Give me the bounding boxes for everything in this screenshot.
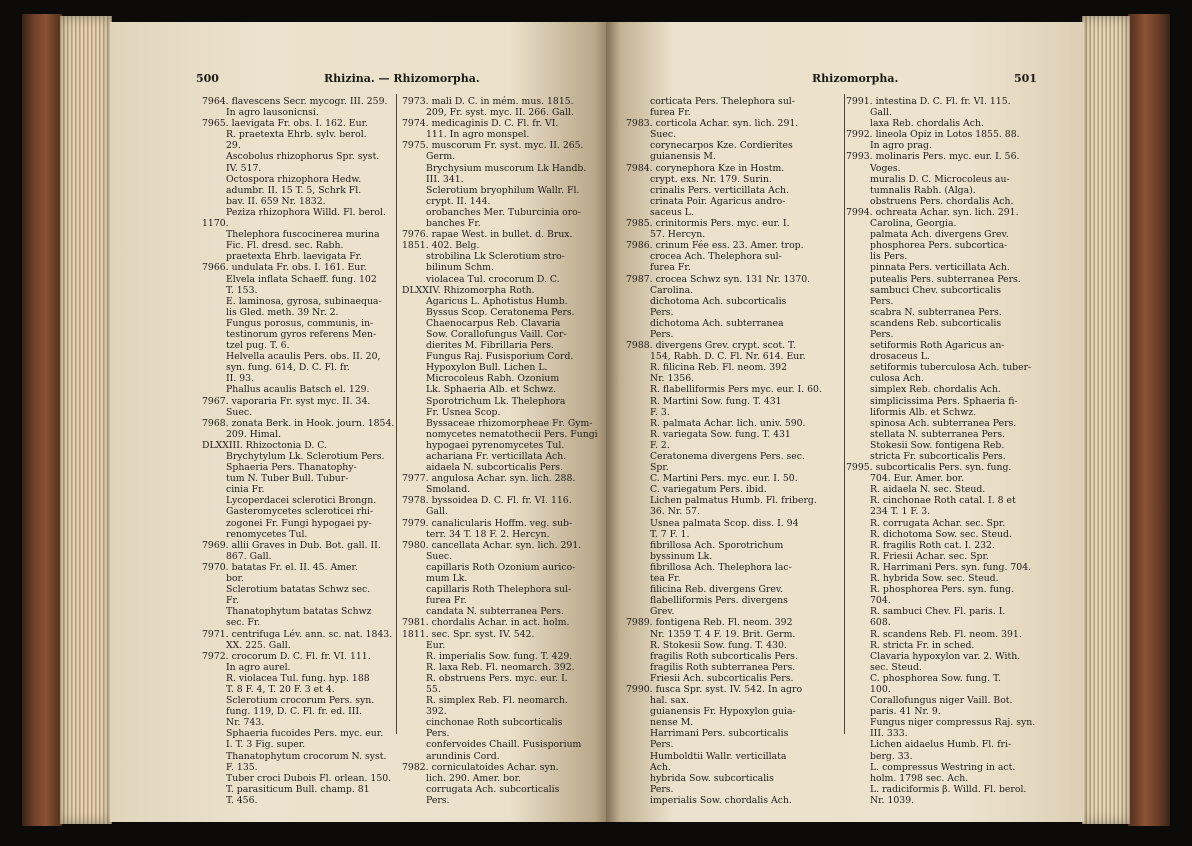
text-line: 7966. undulata Fr. obs. I. 161. Eur. xyxy=(202,262,367,274)
text-line: 7992. lineola Opiz in Lotos 1855. 88. xyxy=(846,129,1020,141)
text-line: filicina Reb. divergens Grev. xyxy=(650,584,783,596)
right-column-1 xyxy=(626,96,842,806)
text-line: In agro prag. xyxy=(870,140,932,152)
text-line: Ascobolus rhizophorus Spr. syst. xyxy=(226,151,380,163)
text-line: F. 135. xyxy=(226,761,258,773)
text-line: Pers. xyxy=(650,783,674,795)
book-cover-right xyxy=(1128,14,1170,826)
text-line: R. filicina Reb. Fl. neom. 392 xyxy=(650,362,787,374)
text-line: syn. fung. 614, D. C. Fl. fr. xyxy=(226,362,350,374)
text-line: 154, Rabh. D. C. Fl. Nr. 614. Eur. xyxy=(650,351,806,363)
text-line: fibrillosa Ach. Thelephora lac- xyxy=(650,561,792,573)
text-line: 7983. corticola Achar. syn. lich. 291. xyxy=(626,118,799,130)
text-line: DLXXIII. Rhizoctonia D. C. xyxy=(202,439,328,451)
text-line: lis Gled. meth. 39 Nr. 2. xyxy=(226,306,339,318)
text-line: crinata Poir. Agaricus andro- xyxy=(650,195,786,207)
text-line: Thanatophytum batatas Schwz xyxy=(226,606,372,618)
text-line: simplicissima Pers. Sphaeria fi- xyxy=(870,395,1018,407)
text-line: 7990. fusca Spr. syst. IV. 542. In agro xyxy=(626,683,803,695)
column-rule xyxy=(844,94,845,734)
text-line: bav. II. 659 Nr. 1832. xyxy=(226,195,326,207)
text-line: Brychytylum Lk. Sclerotium Pers. xyxy=(226,451,385,462)
text-line: R. simplex Reb. Fl. neomarch. xyxy=(426,695,568,707)
text-line: 234 T. 1 F. 3. xyxy=(870,506,931,518)
text-line: Agaricus L. Aphotistus Humb. xyxy=(426,295,568,307)
text-line: pinnata Pers. verticillata Ach. xyxy=(870,262,1010,274)
text-line: Carolina, Georgia. xyxy=(870,218,957,230)
text-line: F. 3. xyxy=(650,406,670,418)
text-line: Thanatophytum crocorum N. syst. xyxy=(226,750,387,762)
text-line: Elvela inflata Schaeff. fung. 102 xyxy=(226,273,377,285)
text-line: 209. Himal. xyxy=(226,428,282,440)
text-line: Sclerotium crocorum Pers. syn. xyxy=(226,695,375,707)
text-line: C. variegatum Pers. ibid. xyxy=(650,484,767,496)
text-line: Chaenocarpus Reb. Clavaria xyxy=(426,317,561,329)
text-line: 55. xyxy=(426,683,441,695)
text-line: E. laminosa, gyrosa, subinaequa- xyxy=(226,295,382,307)
text-line: R. scandens Reb. Fl. neom. 391. xyxy=(870,628,1022,640)
text-line: L. radiciformis β. Willd. Fl. berol. xyxy=(870,783,1027,795)
text-line: R. palmata Achar. lich. univ. 590. xyxy=(650,417,806,429)
text-line: cinchonae Roth subcorticalis xyxy=(426,717,563,729)
text-line: Fr. xyxy=(226,595,239,607)
text-line: Fungus niger compressus Raj. syn. xyxy=(870,717,1036,729)
text-line: Lichen aidaelus Humb. Fl. fri- xyxy=(870,739,1012,751)
text-line: confervoides Chaill. Fusisporium xyxy=(426,739,582,751)
text-line: Peziza rhizophora Willd. Fl. berol. xyxy=(226,206,386,218)
text-line: capillaris Roth Ozonium aurico- xyxy=(426,561,576,573)
text-line: Tuber croci Dubois Fl. orlean. 150. xyxy=(226,772,392,784)
text-line: T. 8 F. 4, T. 20 F. 3 et 4. xyxy=(226,683,335,695)
text-line: 7964. flavescens Secr. mycogr. III. 259. xyxy=(202,96,388,107)
right-page xyxy=(606,22,1084,822)
text-line: Eur. xyxy=(426,639,446,651)
text-line: strobilina Lk Sclerotium stro- xyxy=(426,251,565,263)
text-line: XX. 225. Gall. xyxy=(226,639,291,651)
text-line: nomycetes nematothecii Pers. Fungi xyxy=(426,428,598,440)
text-line: R. Friesii Achar. sec. Spr. xyxy=(870,550,989,562)
text-line: 209, Fr. syst. myc. II. 266. Gall. xyxy=(426,107,574,119)
text-line: paris. 41 Nr. 9. xyxy=(870,706,941,718)
text-line: fragilis Roth subcorticalis Pers. xyxy=(650,650,798,662)
text-line: violacea Tul. crocorum D. C. xyxy=(426,273,560,285)
text-line: setiformis tuberculosa Ach. tuber- xyxy=(870,362,1032,374)
text-line: R. aidaela N. sec. Steud. xyxy=(870,484,986,496)
text-line: 7969. allii Graves in Dub. Bot. gall. II. xyxy=(202,539,381,551)
text-line: holm. 1798 sec. Ach. xyxy=(870,772,969,784)
text-line: liformis Alb. et Schwz. xyxy=(870,406,977,418)
text-line: sec. Fr. xyxy=(226,617,261,629)
text-line: Nr. 1359 T. 4 F. 19. Brit. Germ. xyxy=(650,628,796,640)
text-line: Voges. xyxy=(870,162,901,174)
text-line: L. compressus Westring in act. xyxy=(870,761,1016,773)
text-line: Suec. xyxy=(650,129,677,141)
text-line: hybrida Sow. subcorticalis xyxy=(650,772,774,784)
text-line: II. 93. xyxy=(226,373,255,385)
text-line: flabelliformis Pers. divergens xyxy=(650,595,788,607)
text-line: R. sambuci Chev. Fl. paris. I. xyxy=(870,606,1006,618)
left-column-1 xyxy=(202,96,395,806)
text-line: C. Martini Pers. myc. eur. I. 50. xyxy=(650,473,798,485)
text-line: 7984. corynephora Kze in Hostm. xyxy=(626,162,785,174)
text-line: phosphorea Pers. subcortica- xyxy=(870,240,1008,252)
text-line: 1170. xyxy=(202,218,229,230)
text-line: achariana Fr. verticillata Ach. xyxy=(426,451,567,462)
text-line: 704. Eur. Amer. bor. xyxy=(870,473,965,485)
text-line: R. variegata Sow. fung. T. 431 xyxy=(650,428,791,440)
text-line: Fic. Fl. dresd. sec. Rabh. xyxy=(226,240,344,252)
text-line: crinalis Pers. verticillata Ach. xyxy=(650,184,789,196)
text-line: R. violacea Tul. fung. hyp. 188 xyxy=(226,672,370,684)
text-line: hal. sax. xyxy=(650,695,689,707)
text-line: putealis Pers. subterranea Pers. xyxy=(870,273,1021,285)
text-line: Microcoleus Rabh. Ozonium xyxy=(426,373,560,385)
text-line: 7972. crocorum D. C. Fl. fr. VI. 111. xyxy=(202,650,371,662)
text-line: crocea Ach. Thelephora sul- xyxy=(650,251,782,263)
text-line: corrugata Ach. subcorticalis xyxy=(426,783,560,795)
text-line: 1851. 402. Belg. xyxy=(402,240,480,252)
text-line: Byssus Scop. Ceratonema Pers. xyxy=(426,306,575,318)
text-line: stellata N. subterranea Pers. xyxy=(870,428,1006,440)
text-line: aidaela N. subcorticalis Pers. xyxy=(426,462,564,474)
text-line: R. corrugata Achar. sec. Spr. xyxy=(870,517,1006,529)
text-line: Pers. xyxy=(870,295,894,307)
text-line: drosaceus L. xyxy=(870,351,930,363)
text-line: Sphaeria fucoides Pers. myc. eur. xyxy=(226,728,384,740)
text-line: Gall. xyxy=(426,506,448,518)
text-line: Pers. xyxy=(650,739,674,751)
text-line: lich. 290. Amer. bor. xyxy=(426,772,521,784)
text-line: bilinum Schm. xyxy=(426,262,494,274)
text-line: muralis D. C. Microcoleus au- xyxy=(870,173,1010,185)
text-line: 7977. angulosa Achar. syn. lich. 288. xyxy=(402,473,576,485)
text-line: R. Harrimani Pers. syn. fung. 704. xyxy=(870,561,1032,573)
text-line: Pers. xyxy=(650,328,674,340)
text-line: lis Pers. xyxy=(870,251,908,263)
text-line: mum Lk. xyxy=(426,573,468,585)
text-line: Grev. xyxy=(650,606,675,618)
right-page-number: 501 xyxy=(1014,72,1037,85)
text-line: 7995. subcorticalis Pers. syn. fung. xyxy=(846,462,1012,474)
text-line: R. Stokesii Sow. fung. T. 430. xyxy=(650,639,787,651)
text-line: Stokesii Sow. fontigena Reb. xyxy=(870,439,1005,451)
text-line: Thelephora fuscocinerea murina xyxy=(226,229,380,241)
text-line: In agro aurel. xyxy=(226,661,291,673)
page-edges-right xyxy=(1082,16,1130,824)
text-line: Pers. xyxy=(650,306,674,318)
text-line: R. Martini Sow. fung. T. 431 xyxy=(650,395,782,407)
left-page xyxy=(110,22,610,822)
text-line: 7970. batatas Fr. el. II. 45. Amer. xyxy=(202,561,358,573)
text-line: imperialis Sow. chordalis Ach. xyxy=(650,794,792,806)
text-line: 7974. medicaginis D. C. Fl. fr. VI. xyxy=(402,118,559,130)
text-line: 7965. laevigata Fr. obs. I. 162. Eur. xyxy=(202,118,368,130)
text-line: zogonei Fr. Fungi hypogaei py- xyxy=(226,517,372,529)
left-column-2 xyxy=(402,96,598,806)
text-line: In agro lausonicnsi. xyxy=(226,107,319,119)
text-line: dichotoma Ach. subterranea xyxy=(650,317,784,329)
text-line: praetexta Ehrb. laevigata Fr. xyxy=(226,251,363,263)
text-line: DLXXIV. Rhizomorpha Roth. xyxy=(402,284,535,296)
text-line: dierites M. Fibrillaria Pers. xyxy=(426,340,554,352)
text-line: Sow. Corallofungus Vaill. Cor- xyxy=(426,328,567,340)
text-line: Smoland. xyxy=(426,484,471,496)
text-line: 704. xyxy=(870,595,891,607)
text-line: 111. In agro monspel. xyxy=(426,129,530,141)
text-line: I. T. 3 Fig. super. xyxy=(226,739,306,751)
text-line: 100. xyxy=(870,683,891,695)
text-line: R. stricta Fr. in sched. xyxy=(870,639,975,651)
right-column-2 xyxy=(846,96,1066,806)
text-line: furea Fr. xyxy=(650,262,691,274)
text-line: Hypoxylon Bull. Lichen L. xyxy=(426,362,548,374)
text-line: Sphaeria Pers. Thanatophy- xyxy=(226,462,357,474)
text-line: orobanches Mer. Tuburcinia oro- xyxy=(426,206,581,218)
text-line: testinorum gyros referens Men- xyxy=(226,328,377,340)
text-line: Ceratonema divergens Pers. sec. xyxy=(650,451,805,462)
text-line: T. 153. xyxy=(226,284,258,296)
text-line: Friesii Ach. subcorticalis Pers. xyxy=(650,672,794,684)
text-line: tum N. Tuber Bull. Tubur- xyxy=(226,473,349,485)
text-line: culosa Ach. xyxy=(870,373,924,385)
text-line: spinosa Ach. subterranea Pers. xyxy=(870,417,1017,429)
right-running-header: Rhizomorpha. xyxy=(812,72,899,85)
text-line: Sclerotium bryophilum Wallr. Fl. xyxy=(426,184,580,196)
text-line: Brychysium muscorum Lk Handb. xyxy=(426,162,587,174)
text-line: 7979. canalicularis Hoffm. veg. sub- xyxy=(402,517,573,529)
text-line: setiformis Roth Agaricus an- xyxy=(870,340,1005,352)
text-line: 7973. mali D. C. in mém. mus. 1815. xyxy=(402,96,574,107)
text-line: Humboldtii Wallr. verticillata xyxy=(650,750,787,762)
text-line: tea Fr. xyxy=(650,573,681,585)
text-line: arundinis Cord. xyxy=(426,750,500,762)
text-line: Phallus acaulis Batsch el. 129. xyxy=(226,384,370,396)
text-line: Gasteromycetes scleroticei rhi- xyxy=(226,506,374,518)
book-cover-left xyxy=(22,14,62,826)
text-line: tzel pug. T. 6. xyxy=(226,340,290,352)
text-line: Spr. xyxy=(650,462,669,474)
text-line: F. 2. xyxy=(650,439,670,451)
text-line: candata N. subterranea Pers. xyxy=(426,606,564,618)
text-line: Lk. Sphaeria Alb. et Schwz. xyxy=(426,384,557,396)
text-line: scandens Reb. subcorticalis xyxy=(870,317,1002,329)
text-line: Lichen palmatus Humb. Fl. friberg. xyxy=(650,495,817,507)
text-line: hypogaei pyrenomycetes Tul. xyxy=(426,439,565,451)
text-line: Ach. xyxy=(650,761,671,773)
text-line: T. 456. xyxy=(226,794,258,806)
text-line: banches Fr. xyxy=(426,218,481,230)
text-line: R. hybrida Sow. sec. Steud. xyxy=(870,573,999,585)
text-line: 1811. sec. Spr. syst. IV. 542. xyxy=(402,628,535,640)
text-line: furea Fr. xyxy=(426,595,467,607)
text-line: 7980. cancellata Achar. syn. lich. 291. xyxy=(402,539,582,551)
text-line: nense M. xyxy=(650,717,694,729)
text-line: T. parasiticum Bull. champ. 81 xyxy=(226,783,370,795)
text-line: cinia Fr. xyxy=(226,484,265,496)
text-line: R. laxa Reb. Fl. neomarch. 392. xyxy=(426,661,575,673)
text-line: 7993. molinaris Pers. myc. eur. I. 56. xyxy=(846,151,1020,163)
text-line: fragilis Roth subterranea Pers. xyxy=(650,661,796,673)
text-line: 608. xyxy=(870,617,891,629)
text-line: III. 341. xyxy=(426,173,464,185)
text-line: R. praetexta Ehrb. sylv. berol. xyxy=(226,129,367,141)
text-line: adumbr. II. 15 T. 5, Schrk Fl. xyxy=(226,184,362,196)
text-line: sambuci Chev. subcorticalis xyxy=(870,284,1002,296)
text-line: dichotoma Ach. subcorticalis xyxy=(650,295,787,307)
text-line: Harrimani Pers. subcorticalis xyxy=(650,728,789,740)
text-line: R. fragilis Roth cat. I. 232. xyxy=(870,539,995,551)
text-line: Clavaria hypoxylon var. 2. With. xyxy=(870,650,1021,662)
text-line: byssinum Lk. xyxy=(650,550,713,562)
text-line: 29. xyxy=(226,140,241,152)
text-line: Octospora rhizophora Hedw. xyxy=(226,173,362,185)
text-line: tumnalis Rabh. (Alga). xyxy=(870,184,976,196)
text-line: 7991. intestina D. C. Fl. fr. VI. 115. xyxy=(846,96,1011,107)
text-line: R. phosphorea Pers. syn. fung. xyxy=(870,584,1014,596)
text-line: 7976. rapae West. in bullet. d. Brux. xyxy=(402,229,573,241)
text-line: 7968. zonata Berk. in Hook. journ. 1854. xyxy=(202,417,395,429)
text-line: obstruens Pers. chordalis Ach. xyxy=(870,195,1014,207)
text-line: 867. Gall. xyxy=(226,550,272,562)
text-line: R. imperialis Sow. fung. T. 429. xyxy=(426,650,573,662)
text-line: 7987. crocea Schwz syn. 131 Nr. 1370. xyxy=(626,273,811,285)
text-line: Sclerotium batatas Schwz sec. xyxy=(226,584,371,596)
text-line: 57. Hercyn. xyxy=(650,229,706,241)
text-line: 7994. ochreata Achar. syn. lich. 291. xyxy=(846,206,1019,218)
text-line: C. phosphorea Sow. fung. T. xyxy=(870,672,1001,684)
text-line: 36. Nr. 57. xyxy=(650,506,700,518)
text-line: saceus L. xyxy=(650,206,694,218)
text-line: furea Fr. xyxy=(650,107,691,119)
text-line: Suec. xyxy=(426,550,453,562)
text-line: 7981. chordalis Achar. in act. holm. xyxy=(402,617,570,629)
text-line: R. obstruens Pers. myc. eur. I. xyxy=(426,672,568,684)
text-line: stricta Fr. subcorticalis Pers. xyxy=(870,451,1006,462)
column-rule xyxy=(396,94,397,734)
text-line: corticata Pers. Thelephora sul- xyxy=(650,96,795,107)
text-line: R. dichotoma Sow. sec. Steud. xyxy=(870,528,1012,540)
text-line: R. cinchonae Roth catal. I. 8 et xyxy=(870,495,1016,507)
text-line: R. flabelliformis Pers myc. eur. I. 60. xyxy=(650,384,822,396)
text-line: T. 7 F. 1. xyxy=(650,528,690,540)
text-line: 7978. byssoidea D. C. Fl. fr. VI. 116. xyxy=(402,495,572,507)
text-line: Nr. 1356. xyxy=(650,373,695,385)
text-line: scabra N. subterranea Pers. xyxy=(870,306,1002,318)
left-running-header: Rhizina. — Rhizomorpha. xyxy=(324,72,480,85)
text-line: Fungus porosus, communis, in- xyxy=(226,317,374,329)
text-line: Carolina. xyxy=(650,284,694,296)
text-line: renomycetes Tul. xyxy=(226,528,308,540)
text-line: crypt. exs. Nr. 179. Surin. xyxy=(650,173,772,185)
text-line: Helvella acaulis Pers. obs. II. 20, xyxy=(226,351,381,363)
text-line: Fr. Usnea Scop. xyxy=(426,406,501,418)
text-line: terr. 34 T. 18 F. 2. Hercyn. xyxy=(426,528,550,540)
text-line: 7971. centrifuga Lév. ann. sc. nat. 1843. xyxy=(202,628,393,640)
page-edges-left xyxy=(60,16,112,824)
text-line: Corallofungus niger Vaill. Bot. xyxy=(870,695,1013,707)
text-line: Fungus Raj. Fusisporium Cord. xyxy=(426,351,574,363)
text-line: laxa Reb. chordalis Ach. xyxy=(870,118,984,130)
text-line: Pers. xyxy=(870,328,894,340)
text-line: simplex Reb. chordalis Ach. xyxy=(870,384,1001,396)
text-line: guianensis Fr. Hypoxylon guia- xyxy=(650,706,796,718)
text-line: 392. xyxy=(426,706,447,718)
text-line: Pers. xyxy=(426,794,450,806)
text-line: 7988. divergens Grev. crypt. scot. T. xyxy=(626,340,796,352)
text-line: Usnea palmata Scop. diss. I. 94 xyxy=(650,517,799,529)
text-line: Sporotrichum Lk. Thelephora xyxy=(426,395,566,407)
text-line: guianensis M. xyxy=(650,151,716,163)
text-line: fibrillosa Ach. Sporotrichum xyxy=(650,539,784,551)
text-line: 7985. crinitormis Pers. myc. eur. I. xyxy=(626,218,790,230)
text-line: 7982. corniculatoides Achar. syn. xyxy=(402,761,559,773)
text-line: III. 333. xyxy=(870,728,908,740)
text-line: 7967. vaporaria Fr. syst myc. II. 34. xyxy=(202,395,371,407)
text-line: Pers. xyxy=(426,728,450,740)
text-line: sec. Steud. xyxy=(870,661,922,673)
text-line: Lycoperdacei sclerotici Brongn. xyxy=(226,495,377,507)
text-line: IV. 517. xyxy=(226,162,262,174)
text-line: bor. xyxy=(226,573,244,585)
left-page-number: 500 xyxy=(196,72,219,85)
text-line: Gall. xyxy=(870,107,892,119)
text-line: Nr. 1039. xyxy=(870,794,915,806)
text-line: Germ. xyxy=(426,151,456,163)
text-line: Nr. 743. xyxy=(226,717,265,729)
text-line: 7989. fontigena Reb. Fl. neom. 392 xyxy=(626,617,793,629)
text-line: berg. 33. xyxy=(870,750,913,762)
text-line: Byssaceae rhizomorpheae Fr. Gym- xyxy=(426,417,593,429)
text-line: 7975. muscorum Fr. syst. myc. II. 265. xyxy=(402,140,584,152)
text-line: corynecarpos Kze. Cordierites xyxy=(650,140,793,152)
text-line: fung. 119, D. C. Fl. fr. ed. III. xyxy=(226,706,363,718)
text-line: palmata Ach. divergens Grev. xyxy=(870,229,1009,241)
text-line: 7986. crinum Fée ess. 23. Amer. trop. xyxy=(626,240,804,252)
text-line: capillaris Roth Thelephora sul- xyxy=(426,584,572,596)
text-line: Suec. xyxy=(226,406,253,418)
text-line: crypt. II. 144. xyxy=(426,195,491,207)
